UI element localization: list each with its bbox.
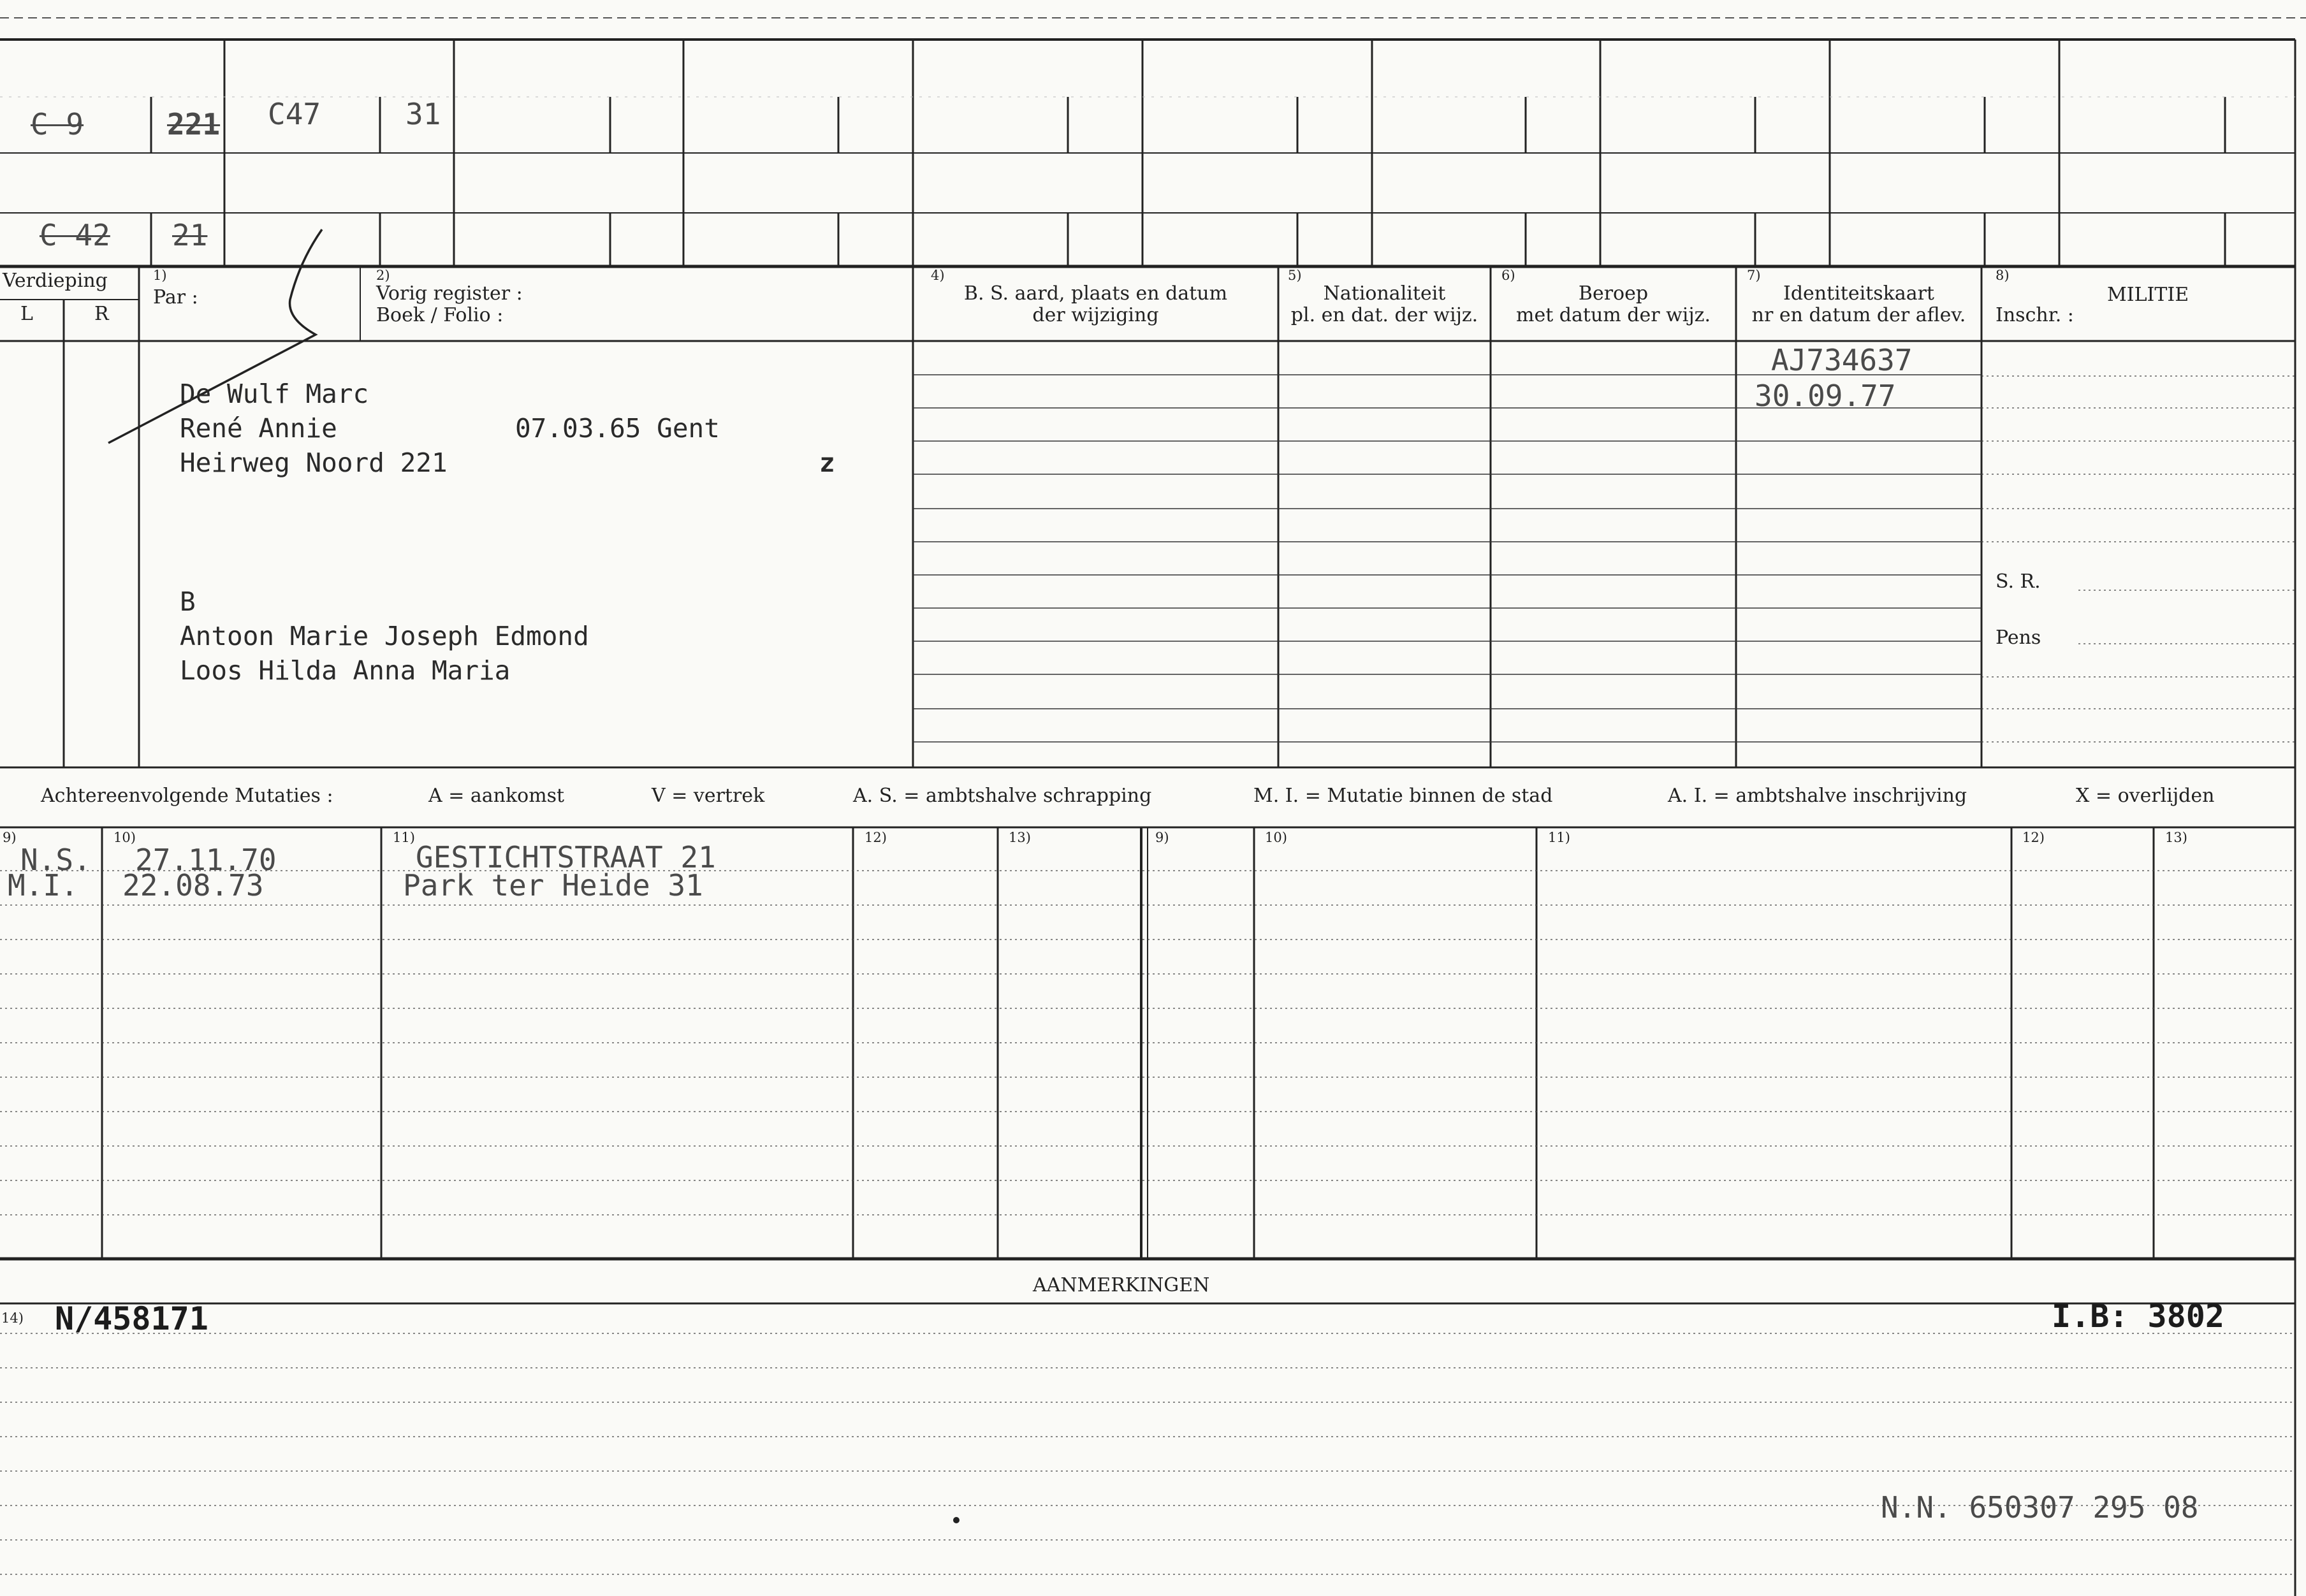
- person-line-2: René Annie: [180, 413, 337, 444]
- header-militie-inschr: Inschr. :: [1996, 304, 2074, 326]
- mutation-1-date: 27.11.70: [135, 843, 277, 877]
- header-bs-line2: der wijziging: [1032, 304, 1159, 326]
- header-nat-line2: pl. en dat. der wijz.: [1290, 304, 1478, 326]
- handwritten-check-mark: [108, 229, 322, 443]
- top-code-row1-c1: C 9: [31, 107, 84, 141]
- mutation-1-address: GESTICHTSTRAAT 21: [416, 840, 716, 874]
- remarks-number: 14): [1, 1310, 24, 1326]
- header-id-line2: nr en datum der aflev.: [1751, 304, 1966, 326]
- header-nat-number: 5): [1288, 268, 1302, 283]
- remarks-title: AANMERKINGEN: [1033, 1274, 1210, 1296]
- legend-vertrek: V = vertrek: [652, 785, 765, 807]
- top-code-row1-c2: 221: [167, 107, 221, 141]
- legend-ambtshalve-inschrijving: A. I. = ambtshalve inschrijving: [1668, 785, 1967, 807]
- id-card-date: 30.09.77: [1755, 379, 1896, 413]
- top-code-row2-c1: C 42: [40, 218, 110, 252]
- mutation-header-13: 13): [1009, 830, 1031, 845]
- person-line-1: De Wulf Marc: [180, 379, 369, 409]
- header-boek-folio: Boek / Folio :: [376, 304, 504, 326]
- person-mark: z: [819, 447, 835, 478]
- top-code-row1-c3: C47: [268, 97, 321, 131]
- header-vorig-number: 2): [376, 268, 390, 283]
- top-code-row2-c2: 21: [172, 218, 208, 252]
- header-bs-number: 4): [931, 268, 945, 283]
- mutation-header-12: 12): [865, 830, 887, 845]
- mutation-header-10b: 10): [1265, 830, 1287, 845]
- header-id-line1: Identiteitskaart: [1783, 282, 1934, 305]
- header-id-number: 7): [1747, 268, 1761, 283]
- person-line-3: Heirweg Noord 221: [180, 447, 448, 478]
- remarks-code: N/458171: [55, 1300, 208, 1337]
- militie-sr-label: S. R.: [1996, 570, 2041, 593]
- remarks-nn: N.N. 650307 295 08: [1881, 1490, 2199, 1525]
- mutation-2-date: 22.08.73: [122, 868, 264, 903]
- header-beroep-number: 6): [1501, 268, 1515, 283]
- remarks-ib: I.B: 3802: [2052, 1298, 2224, 1335]
- legend-overlijden: X = overlijden: [2076, 785, 2215, 807]
- mutation-2-address: Park ter Heide 31: [403, 868, 703, 903]
- mutation-header-13b: 13): [2165, 830, 2187, 845]
- mutation-header-9: 9): [3, 830, 17, 845]
- header-left: L: [20, 303, 33, 325]
- mutation-2-code: M.I.: [8, 868, 78, 903]
- header-beroep-line1: Beroep: [1578, 282, 1649, 305]
- top-code-row1-c4: 31: [405, 97, 441, 131]
- header-right: R: [94, 303, 109, 325]
- header-nat-line1: Nationaliteit: [1323, 282, 1446, 305]
- header-beroep-line2: met datum der wijz.: [1516, 304, 1711, 326]
- militie-pens-label: Pens: [1996, 627, 2041, 649]
- person-birth-date-place: 07.03.65 Gent: [515, 413, 720, 444]
- legend-mutatie-binnen-stad: M. I. = Mutatie binnen de stad: [1253, 785, 1553, 807]
- header-bs-line1: B. S. aard, plaats en datum: [963, 282, 1228, 305]
- legend-title: Achtereenvolgende Mutaties :: [41, 785, 333, 807]
- mutation-header-9b: 9): [1155, 830, 1169, 845]
- mutation-header-11b: 11): [1548, 830, 1570, 845]
- header-militie-title: MILITIE: [2107, 284, 2189, 306]
- mutation-1-code: N.S.: [20, 843, 91, 877]
- person-line-4: Antoon Marie Joseph Edmond: [180, 621, 589, 651]
- mutation-header-11: 11): [393, 830, 415, 845]
- ink-dot: [953, 1517, 960, 1523]
- mutation-header-12b: 12): [2022, 830, 2045, 845]
- person-b: B: [180, 586, 196, 617]
- legend-aankomst: A = aankomst: [428, 785, 565, 807]
- header-par-number: 1): [153, 268, 167, 283]
- header-vorig-register: Vorig register :: [376, 282, 523, 305]
- header-militie-number: 8): [1996, 268, 2010, 283]
- person-line-5: Loos Hilda Anna Maria: [180, 655, 511, 686]
- legend-ambtshalve-schrapping: A. S. = ambtshalve schrapping: [853, 785, 1152, 807]
- id-card-number: AJ734637: [1771, 343, 1913, 377]
- mutation-header-10: 10): [113, 830, 136, 845]
- header-par-label: Par :: [153, 286, 198, 308]
- header-verdieping: Verdieping: [3, 270, 108, 292]
